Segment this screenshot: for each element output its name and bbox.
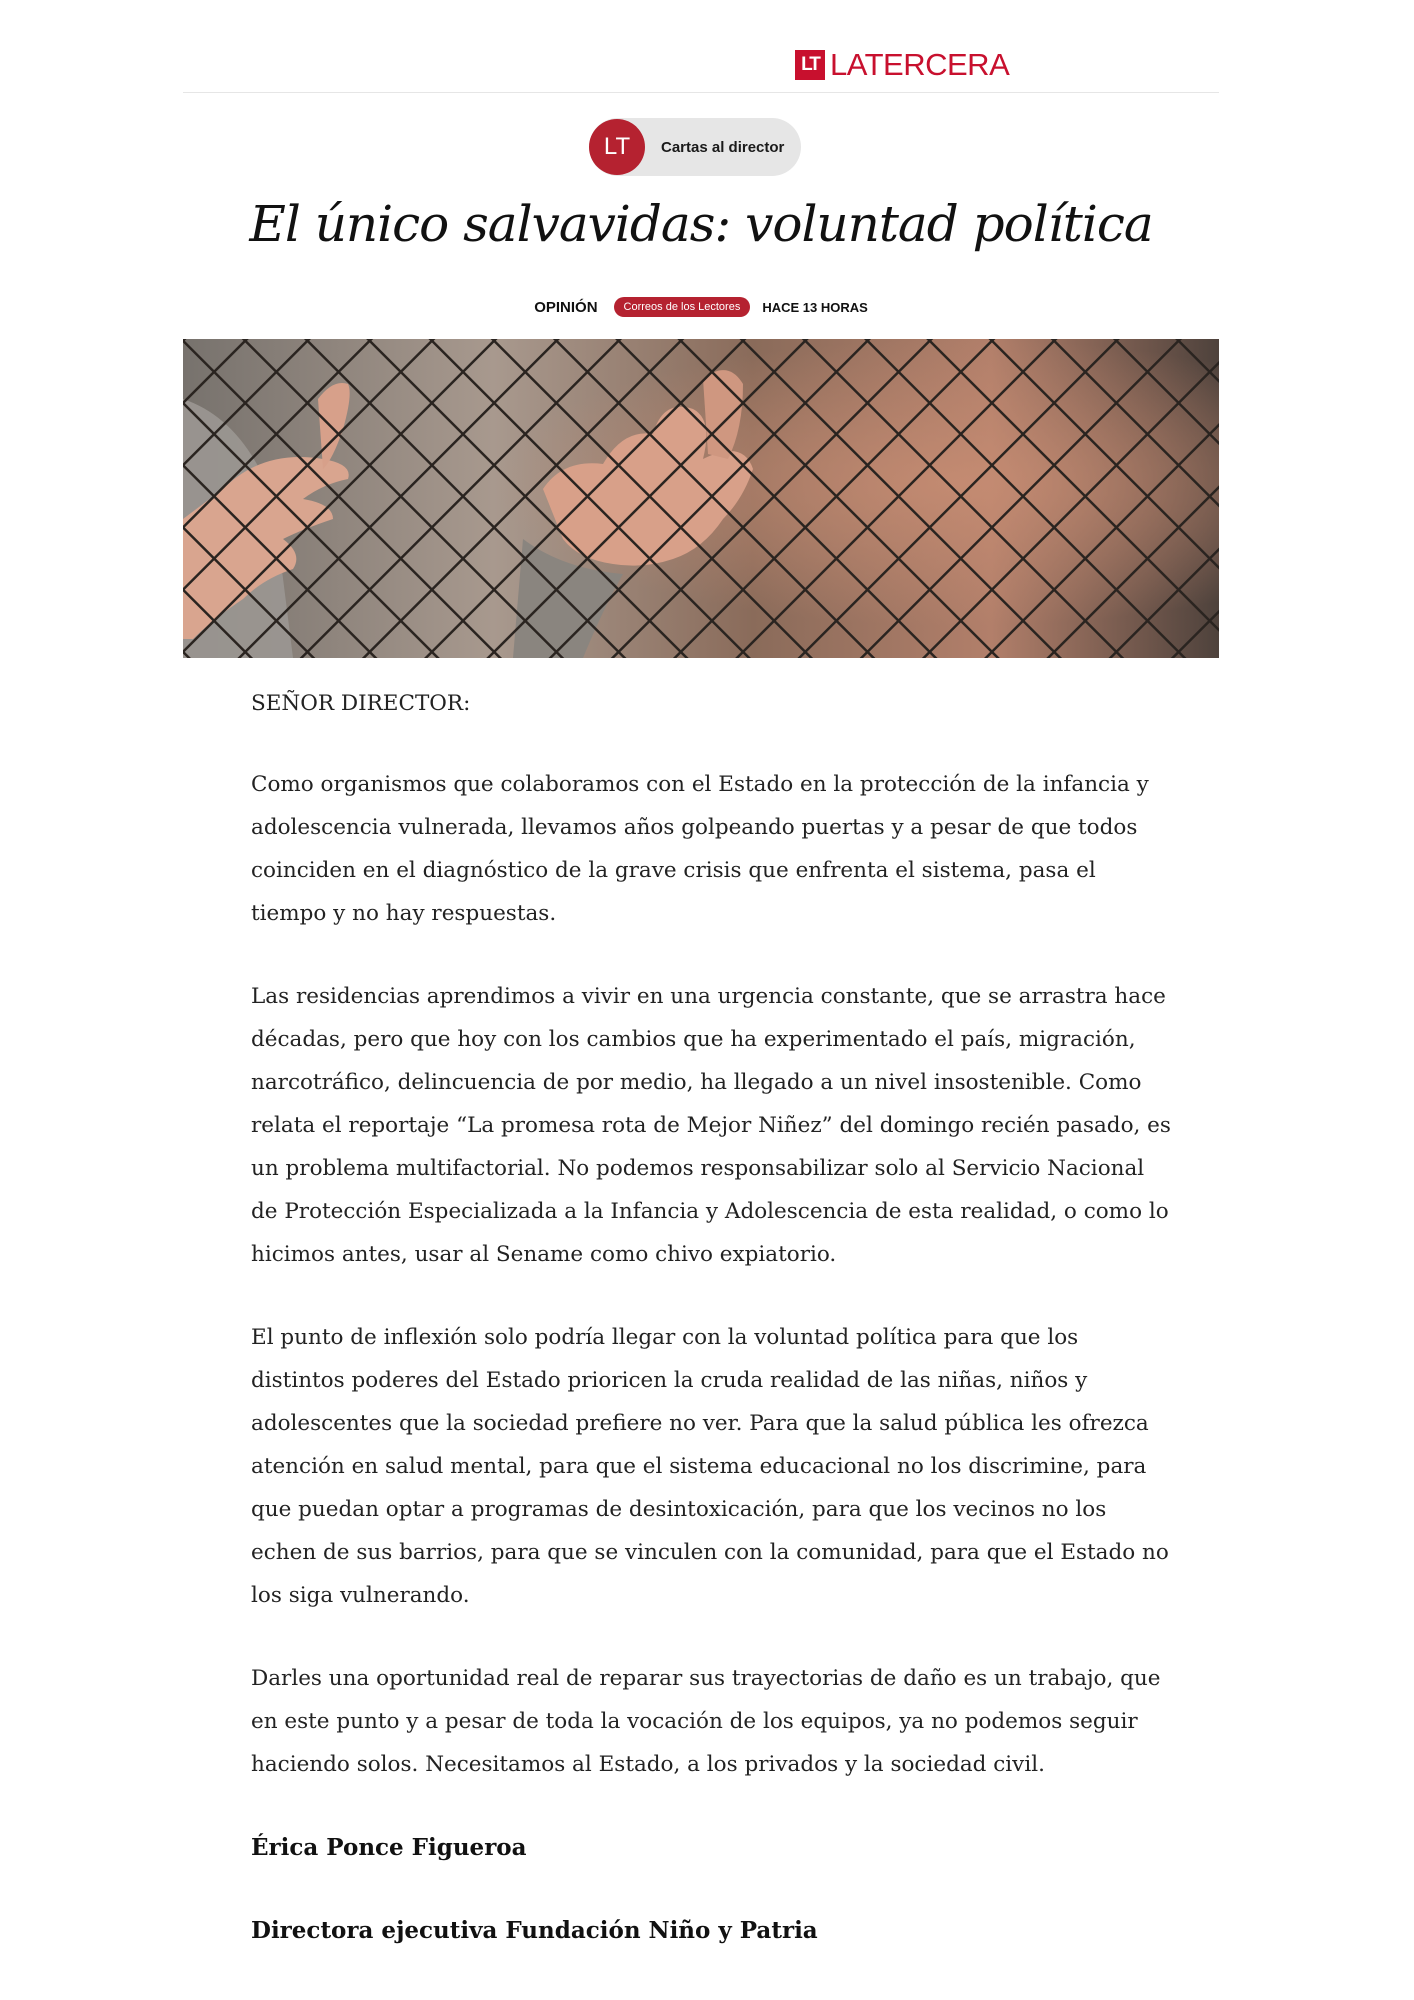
article-title: El único salvavidas: voluntad política [249, 195, 1153, 253]
site-header [183, 0, 1219, 93]
logo-badge: LT [795, 50, 825, 80]
meta-tag-badge[interactable]: Correos de los Lectores [614, 297, 751, 317]
body-paragraph: Como organismos que colaboramos con el Estado en la protección de la infancia y adolescencia vulnerada, llevamos años golpeando puertas y a pesar de que todos coinciden en el diagnóstico de la grave crisis que enfrenta el sistema, pasa el tiempo y no hay respuestas. [251, 772, 1149, 926]
section-avatar: LT [589, 119, 645, 175]
letter-salutation: SEÑOR DIRECTOR: [251, 691, 471, 716]
hero-image-art [183, 339, 1219, 658]
body-paragraph: Las residencias aprendimos a vivir en una urgencia constante, que se arrastra hace décadas, pero que hoy con los cambios que ha experimentado el país, migración, narcotráfico, delincuencia de por medio, ha llegado a un nivel insostenible. Como relata el reportaje “La promesa rota de Mejor Niñez” del domingo recién pasado, es un problema multifactorial. No podemos responsabilizar solo al Servicio Nacional de Protección Especializada a la Infancia y Adolescencia de esta realidad, o como lo hicimos antes, usar al Sename como chivo expiatorio. [251, 984, 1171, 1267]
logo-text: LATERCERA [830, 47, 1010, 82]
body-paragraph: El punto de inflexión solo podría llegar con la voluntad política para que los distintos poderes del Estado prioricen la cruda realidad de las niñas, niños y adolescentes que la sociedad prefiere no ver. Para que la salud pública les ofrezca atención en salud mental, para que el sistema educacional no los discrimine, para que puedan optar a programas de desintoxicación, para que los vecinos no los echen de sus barrios, para que se vinculen con la comunidad, para que el Estado no los siga vulnerando. [251, 1325, 1169, 1608]
hero-image [183, 339, 1219, 658]
article-body [251, 682, 1171, 1992]
author-name: Érica Ponce Figueroa [251, 1834, 527, 1861]
site-logo[interactable] [795, 48, 1009, 82]
body-paragraph: Darles una oportunidad real de reparar sus trayectorias de daño es un trabajo, que en este punto y a pesar de toda la vocación de los equipos, ya no podemos seguir haciendo solos. Necesitamos al Estado, a los privados y la sociedad civil. [251, 1666, 1161, 1777]
section-pill-cartas-al-director[interactable] [589, 118, 801, 176]
article-meta [183, 292, 1219, 322]
meta-section-link[interactable]: OPINIÓN [534, 298, 598, 316]
author-role: Directora ejecutiva Fundación Niño y Patria [251, 1917, 818, 1944]
section-label: Cartas al director [661, 138, 785, 156]
meta-timestamp: HACE 13 HORAS [762, 299, 868, 315]
